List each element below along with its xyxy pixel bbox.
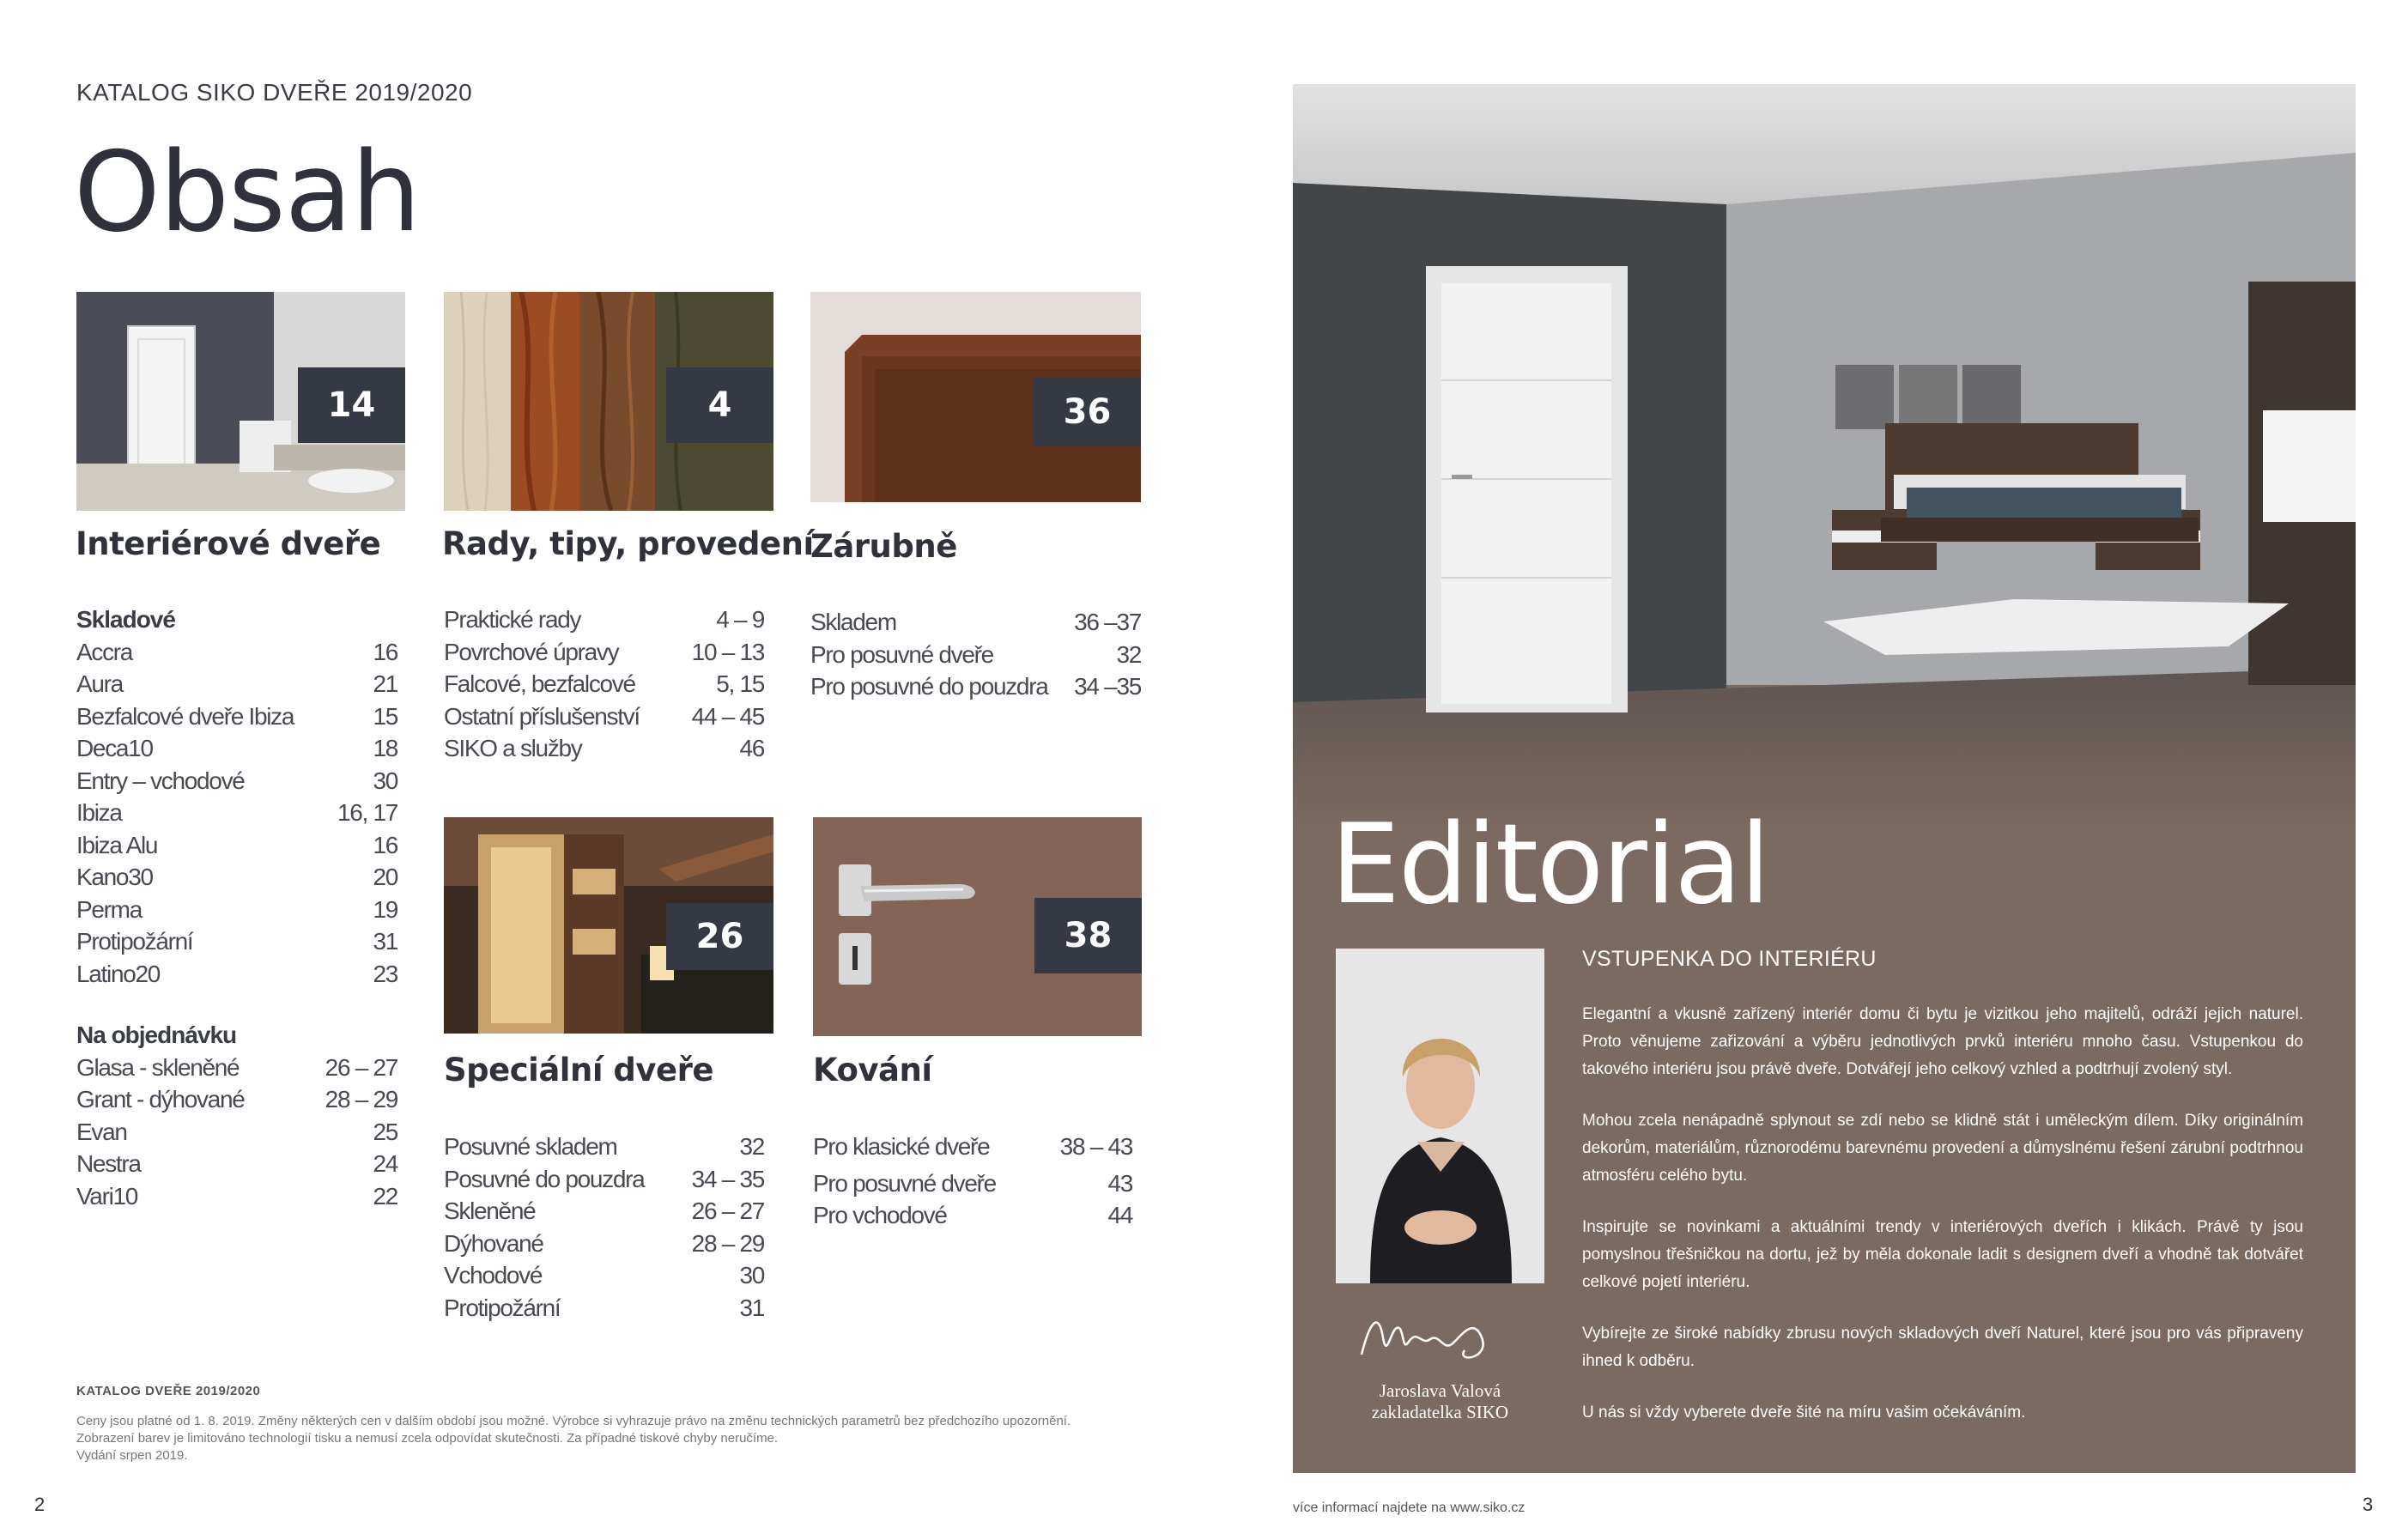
interior-doors-list: [76, 603, 397, 1212]
footer-title: KATALOG DVEŘE 2019/2020: [76, 1384, 261, 1398]
list-item[interactable]: Ibiza 16, 17: [76, 799, 397, 826]
list-item[interactable]: Ostatní příslušenství 44 – 45: [444, 702, 764, 730]
tips-list: [444, 603, 764, 765]
list-item[interactable]: Kano30 20: [76, 864, 397, 890]
hardware-list: [813, 1131, 1132, 1232]
list-item[interactable]: Skladem 36 –37: [810, 609, 1141, 635]
signer-name: Jaroslava Valová zakladatelka SIKO: [1371, 1380, 1509, 1422]
list-item[interactable]: Nestra 24: [76, 1150, 397, 1177]
list-item[interactable]: Perma 19: [76, 895, 397, 923]
list-item[interactable]: SIKO a služby 46: [444, 735, 764, 761]
signature: [1353, 1303, 1516, 1372]
page-badge: 26: [666, 903, 773, 970]
list-item[interactable]: Dýhované 28 – 29: [444, 1229, 764, 1257]
bedroom-photo: [1293, 84, 2356, 831]
wood-samples-image[interactable]: [444, 292, 773, 511]
editorial-paragraph: Mohou zcela nenápadně splynout se zdí nebo se klidně stát i uměleckým dílem. Díky originálním dekorům, materiálům, různorodému barevnému provedení a důmyslnému řešení zárubní podtrhnou atmosféru celého bytu.: [1582, 1112, 2303, 1185]
editorial-panel: [1293, 84, 2356, 1473]
list-item[interactable]: Protipožární 31: [444, 1294, 764, 1321]
catalog-title: KATALOG SIKO DVEŘE 2019/2020: [76, 79, 473, 106]
footer-disclaimer: Ceny jsou platné od 1. 8. 2019. Změny některých cen v dalším období jsou možné. Výrobce si vyhrazuje právo na změnu technických parametrů bez předchozího upozornění. Zobrazení barev je limitováno technologií tisku a nemusí zcela odpovídat skutečnosti. Za případné tiskové chyby neručíme. Vydání srpen 2019.: [76, 1414, 1071, 1463]
list-item[interactable]: Vari10 22: [76, 1182, 397, 1210]
editorial-title: Editorial: [1331, 801, 1769, 929]
list-item[interactable]: Vchodové 30: [444, 1262, 764, 1288]
page-badge: 36: [1034, 378, 1141, 446]
portrait-photo: [1336, 949, 1544, 1283]
list-item[interactable]: Praktické rady 4 – 9: [444, 606, 764, 633]
section-heading-hardware[interactable]: Kování: [813, 1052, 932, 1088]
page-number-left: 2: [34, 1494, 45, 1515]
list-item[interactable]: Povrchové úpravy 10 – 13: [444, 638, 764, 665]
list-item[interactable]: Protipožární 31: [76, 928, 397, 955]
list-item[interactable]: Pro klasické dveře 38 – 43: [813, 1133, 1132, 1160]
page-badge: 14: [298, 367, 405, 443]
sliding-door-image[interactable]: [444, 817, 773, 1034]
list-item[interactable]: Pro posuvné dveře 43: [813, 1169, 1132, 1197]
editorial-paragraph: Elegantní a vkusně zařízený interiér domu či bytu je vizitkou jeho majitelů, odráží jejich naturel. Proto věnujeme zařizování a výběru jednotlivých prvků interiéru mnoho času. Vstupenkou do takového interiéru jsou právě dveře. Dotvářejí jeho celkový vzhled a podtrhují zvolený styl.: [1582, 1005, 2303, 1078]
list-item[interactable]: Bezfalcové dveře Ibiza 15: [76, 702, 397, 730]
section-heading-tips[interactable]: Rady, tipy, provedení: [442, 525, 814, 562]
website-link[interactable]: více informací najdete na www.siko.cz: [1293, 1501, 1525, 1515]
list-item[interactable]: Posuvné do pouzdra 34 – 35: [444, 1165, 764, 1192]
door-frame-image[interactable]: [810, 292, 1141, 502]
interior-doors-image[interactable]: [76, 292, 405, 511]
editorial-paragraph: Vybírejte ze široké nabídky zbrusu nových skladových dveří Naturel, které jsou pro vás připraveny ihned k odběru.: [1582, 1325, 2303, 1370]
list-item[interactable]: Evan 25: [76, 1118, 397, 1145]
page-badge: 4: [666, 367, 773, 443]
list-item[interactable]: Aura 21: [76, 670, 397, 697]
group-title: Na objednávku: [76, 1022, 237, 1048]
list-item[interactable]: Grant - dýhované 28 – 29: [76, 1086, 397, 1113]
list-item[interactable]: Deca10 18: [76, 735, 397, 761]
list-item[interactable]: Falcové, bezfalcové 5, 15: [444, 670, 764, 697]
list-item[interactable]: Pro posuvné dveře 32: [810, 640, 1141, 668]
list-item[interactable]: Ibiza Alu 16: [76, 831, 397, 858]
door-handle-image[interactable]: [813, 817, 1142, 1036]
frames-list: [810, 606, 1141, 703]
list-item[interactable]: Entry – vchodové 30: [76, 767, 397, 794]
page-badge: 38: [1034, 898, 1142, 973]
special-doors-list: [444, 1131, 764, 1324]
editorial-paragraph: Inspirujte se novinkami a aktuálními trendy v interiérových dveřích i klikách. Právě ty jsou pomyslnou třešničkou na dortu, jež by měla dokonale ladit s designem dveří a vhodně tak dotvářet celkové pojetí interiéru.: [1582, 1218, 2303, 1291]
list-item[interactable]: Latino20 23: [76, 960, 397, 987]
group-title: Skladové: [76, 606, 175, 633]
list-item[interactable]: Skleněné 26 – 27: [444, 1197, 764, 1224]
section-heading-special[interactable]: Speciální dveře: [444, 1052, 713, 1088]
page-number-right: 3: [2363, 1494, 2374, 1515]
page-title: Obsah: [74, 129, 421, 257]
section-heading-frames[interactable]: Zárubně: [810, 528, 957, 565]
editorial-body: [1582, 1001, 2303, 1451]
editorial-paragraph: U nás si vždy vyberete dveře šité na míru vašim očekáváním.: [1582, 1404, 2026, 1422]
list-item[interactable]: Pro posuvné do pouzdra 34 –35: [810, 673, 1141, 700]
editorial-heading: VSTUPENKA DO INTERIÉRU: [1582, 947, 1877, 971]
section-heading-interior[interactable]: Interiérové dveře: [76, 525, 381, 562]
list-item[interactable]: Accra 16: [76, 638, 397, 665]
list-item[interactable]: Glasa - skleněné 26 – 27: [76, 1053, 397, 1081]
list-item[interactable]: Posuvné skladem 32: [444, 1133, 764, 1160]
list-item[interactable]: Pro vchodové 44: [813, 1202, 1132, 1228]
